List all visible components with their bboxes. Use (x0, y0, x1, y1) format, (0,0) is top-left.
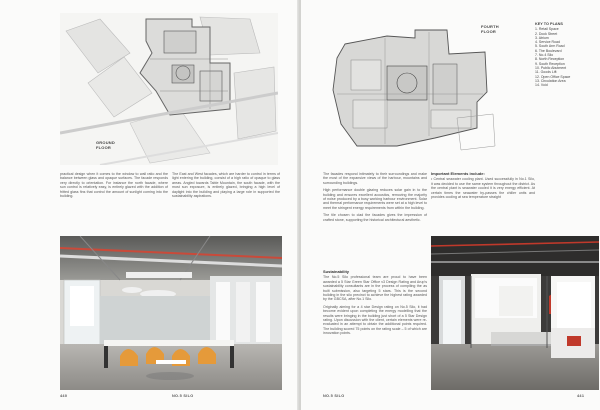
ground-floor-plan (60, 13, 278, 165)
plan-key-item: 8. North Reception (535, 57, 565, 62)
left-body-column-1: practical design when it comes to the window to wall ratio and the balance between glass and opaque surfaces. The facade responds very directly to orientation. For instance the north facade, where sun control is relatively easy, is entirely glazed with the addition of fritted glass fins that control the amount of sunlight coming into the building. (60, 172, 168, 199)
plan-key-item: 6. The Boulevard (535, 48, 562, 53)
fourth-floor-label: FOURTH FLOOR (481, 24, 499, 34)
plan-key-item: 10. Public Abutment (535, 65, 567, 70)
sustainability-heading: Sustainability (323, 269, 350, 274)
right-body-column-2: Important Elements include: • Central seawater cooling plant. Used successfully in No.1 Silo, it was decided to use the same system throughout the district. As the central plant is seawater cooled it is very energy efficient. At certain times the seawater by-passes the chiller units and provides cooling at sea temperature straight (431, 171, 535, 200)
left-page-number: 440 (60, 394, 68, 398)
plan-key-item: 4. Service Road (535, 40, 560, 45)
plan-key-item: 5. South Arm Road (535, 44, 565, 49)
reception-interior-photo-right (431, 236, 599, 390)
plan-key-item: 3. Atrium (535, 35, 549, 40)
right-page-number: 441 (577, 394, 585, 398)
right-page (301, 0, 600, 410)
office-interior-photo-left (60, 236, 282, 390)
plan-key (535, 22, 597, 87)
plan-key-item: 11. Goods Lift (535, 70, 557, 75)
ground-floor-label: GROUND FLOOR (96, 140, 115, 150)
left-running-title: NO.5 SILO (172, 394, 194, 398)
sustainability-column: Sustainability The No.5 Silo professional team are proud to have been awarded a 5 Star Green Star Office v3 Design Rating and Arup's sustainability consultants are in the process of compiling the as built submission, also targeting 5 stars. This is the second building in the silo precinct to achieve the highest rating awarded by the GBCSA, after No.1 Silo. Originally aiming for a 4 star Design rating on No.5 Silo, it had become evident upon completing the energy modelling that the results were bringing in the building just short of a 5 Star Design rating. Upon discussion with the client, certain elements were re-evaluated in an attempt to obtain the additional points required. The building scored 75 points on the rating scale – 5 of which are innovation points. (323, 269, 427, 336)
plan-key-item: 2. Dock Street (535, 31, 558, 36)
plan-key-item: 12. Open Office Space (535, 74, 571, 79)
plan-key-item: 14. Void (535, 83, 548, 88)
right-running-title: NO.5 SILO (323, 394, 345, 398)
plan-key-item: 7. No.4 Silo (535, 53, 554, 58)
right-body-column-1: The facades respond intimately to their surroundings and make the most of the expansive views of the harbour, mountains and surrounding buildings. High performance double glazing reduces solar gain in to the building and ensures excellent acoustics, removing the majority of noise produced by a busy working harbour environment. Solar and thermal performance requirements were set at a high level to meet the stringent energy requirements from within the building. The tile chosen to clad the facades gives the impression of crafted stone, supporting the historical architectural aesthetic. (323, 172, 427, 222)
plan-key-title: KEY TO PLANS (535, 22, 563, 26)
left-body-column-2: The East and West facades, which are harder to control in terms of light entering the building, consist of a high ratio of opaque to glass areas. Angled towards Table Mountain, the south facade, with the most sun exposure, is entirely glazed, bringing a high level of daylight into the building and playing a large role in supported the sustainability aspirations. (172, 172, 280, 199)
important-elements-heading: Important Elements include: (431, 171, 485, 176)
plan-key-item: 1. Retail Space (535, 27, 559, 32)
plan-key-item: 9. South Reception (535, 61, 565, 66)
fourth-floor-plan (327, 28, 499, 154)
plan-key-item: 13. Circulation Area (535, 78, 566, 83)
